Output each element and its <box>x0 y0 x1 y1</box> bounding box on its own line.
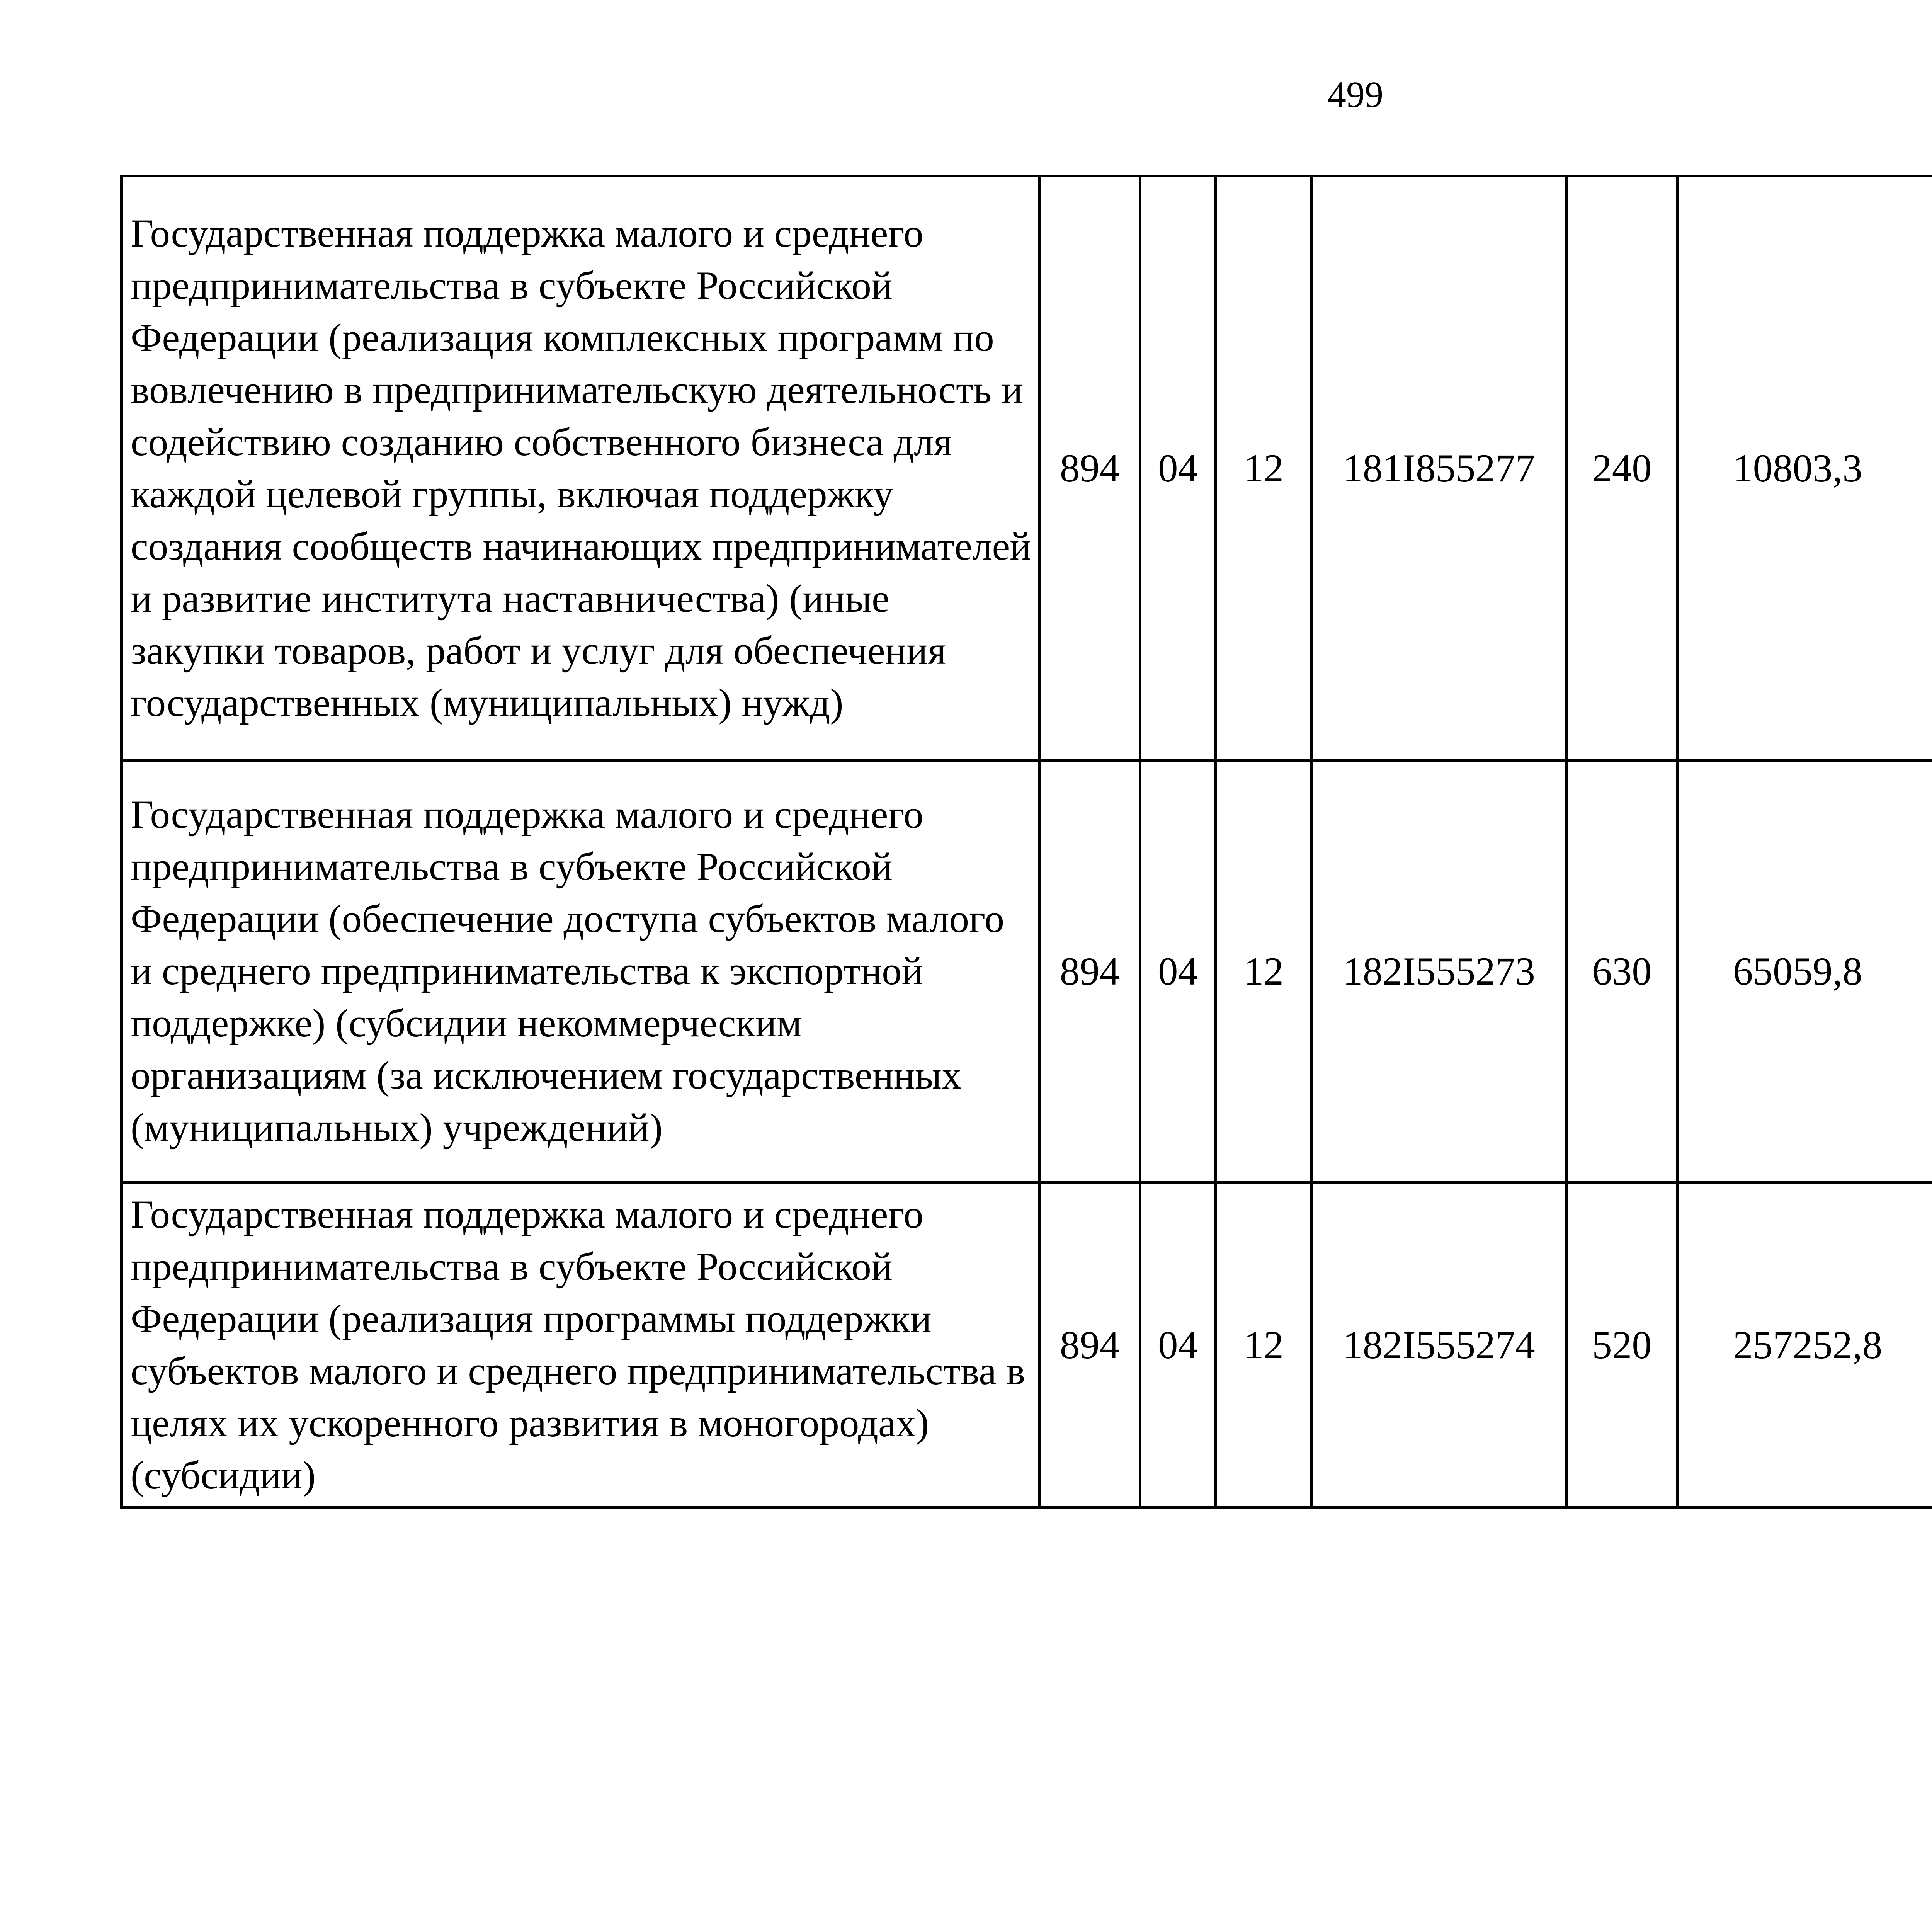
amount-year-1-value: 10803,3 <box>1733 446 1862 490</box>
row-description: Государственная поддержка малого и среднего предпринимательства в субъекте Российской Федерации (реализация программы поддержки субъектов малого и среднего предпринимательства в целях их ускоренного развития в моногородах) (субсидии) <box>122 1182 1039 1508</box>
table-row <box>122 176 1932 760</box>
table-row <box>122 760 1932 1182</box>
page-number: 499 <box>1328 74 1383 115</box>
amount-year-1-value: 257252,8 <box>1733 1323 1883 1367</box>
ministry-code: 894 <box>1039 1182 1140 1508</box>
expense-type-code: 630 <box>1566 760 1678 1182</box>
row-description: Государственная поддержка малого и среднего предпринимательства в субъекте Российской Федерации (обеспечение доступа субъектов малого и среднего предпринимательства к экспортной поддержке) (субсидии некоммерческим организациям (за исключением государственных (муниципальных) учреждений) <box>122 760 1039 1182</box>
row-description: Государственная поддержка малого и среднего предпринимательства в субъекте Российской Федерации (реализация комплексных программ по вовлечению в предпринимательскую деятельность и содействию созданию собственного бизнеса для каждой целевой группы, включая поддержку создания сообществ начинающих предпринимателей и развитие института наставничества) (иные закупки товаров, работ и услуг для обеспечения государственных (муниципальных) нужд) <box>122 176 1039 760</box>
expense-type-code: 240 <box>1566 176 1678 760</box>
subsection-code: 12 <box>1216 1182 1312 1508</box>
amount-year-1-value: 65059,8 <box>1733 949 1862 993</box>
target-article-code: 182I555273 <box>1312 760 1566 1182</box>
section-code: 04 <box>1140 760 1216 1182</box>
target-article-code: 182I555274 <box>1312 1182 1566 1508</box>
amount-year-1 <box>1678 760 1932 1182</box>
amount-year-1 <box>1678 1182 1932 1508</box>
section-code: 04 <box>1140 176 1216 760</box>
subsection-code: 12 <box>1216 176 1312 760</box>
expense-type-code: 520 <box>1566 1182 1678 1508</box>
table-row <box>122 1182 1932 1508</box>
ministry-code: 894 <box>1039 176 1140 760</box>
section-code: 04 <box>1140 1182 1216 1508</box>
target-article-code: 181I855277 <box>1312 176 1566 760</box>
ministry-code: 894 <box>1039 760 1140 1182</box>
subsection-code: 12 <box>1216 760 1312 1182</box>
amount-year-1 <box>1678 176 1932 760</box>
budget-table <box>120 175 1932 1509</box>
